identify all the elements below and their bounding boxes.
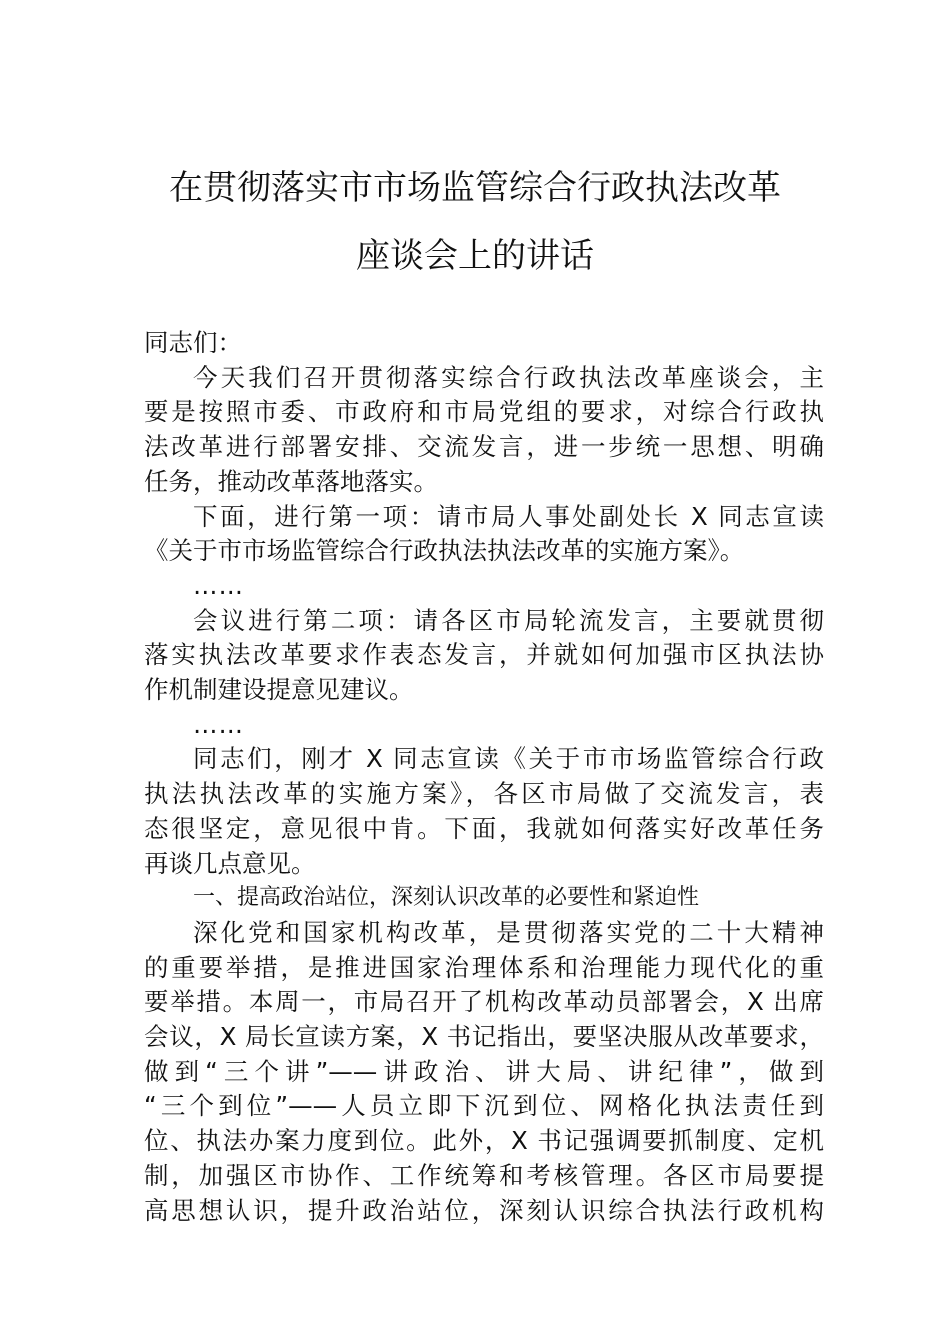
ellipsis-marker: …… <box>193 709 244 739</box>
paragraph-line: 高思想认识，提升政治站位，深刻认识综合执法行政机构 <box>144 1195 824 1225</box>
paragraph-line: 会议进行第二项：请各区市局轮流发言，主要就贯彻 <box>193 605 824 635</box>
document-title-line-1: 在贯彻落实市市场监管综合行政执法改革 <box>169 168 781 208</box>
salutation: 同志们： <box>144 328 242 357</box>
paragraph-line: 今天我们召开贯彻落实综合行政执法改革座谈会，主 <box>193 362 824 392</box>
paragraph-line: 深化党和国家机构改革，是贯彻落实党的二十大精神 <box>193 917 824 947</box>
document-title-line-2: 座谈会上的讲话 <box>356 236 594 276</box>
paragraph-line: 《关于市市场监管综合行政执法执法改革的实施方案》。 <box>144 536 745 566</box>
paragraph-line: 会议，X 局长宣读方案，X 书记指出，要坚决服从改革要求， <box>144 1022 824 1052</box>
paragraph-section-one <box>144 916 824 1228</box>
paragraph-line: 态很坚定，意见很中肯。下面，我就如何落实好改革任务 <box>144 813 824 843</box>
paragraph-line: 要举措。本周一，市局召开了机构改革动员部署会，X 出席 <box>144 987 824 1017</box>
ellipsis-marker: …… <box>193 570 244 600</box>
paragraph-item-one <box>144 500 824 569</box>
paragraph-line: 做到“三个讲”——讲政治、讲大局、讲纪律”，做到 <box>144 1056 824 1086</box>
paragraph-opening <box>144 361 824 500</box>
paragraph-line: 落实执法改革要求作表态发言，并就如何加强市区执法协 <box>144 640 824 670</box>
paragraph-line: 任务，推动改革落地落实。 <box>144 466 438 496</box>
paragraph-remarks <box>144 742 824 881</box>
paragraph-line: 作机制建设提意见建议。 <box>144 675 414 705</box>
paragraph-line: 同志们，刚才 X 同志宣读《关于市市场监管综合行政 <box>193 744 824 774</box>
paragraph-line: 执法执法改革的实施方案》，各区市局做了交流发言，表 <box>144 779 824 809</box>
paragraph-line: 位、执法办案力度到位。此外，X 书记强调要抓制度、定机 <box>144 1126 824 1156</box>
paragraph-line: 的重要举措，是推进国家治理体系和治理能力现代化的重 <box>144 952 824 982</box>
paragraph-item-two <box>144 604 824 708</box>
paragraph-line: 要是按照市委、市政府和市局党组的要求，对综合行政执 <box>144 397 824 427</box>
paragraph-line: 再谈几点意见。 <box>144 848 316 878</box>
paragraph-line: “三个到位”——人员立即下沉到位、网格化执法责任到 <box>144 1091 824 1121</box>
paragraph-line: 制，加强区市协作、工作统筹和考核管理。各区市局要提 <box>144 1160 824 1190</box>
paragraph-line: 下面，进行第一项：请市局人事处副处长 X 同志宣读 <box>193 501 824 531</box>
section-heading: 一、提高政治站位，深刻认识改革的必要性和紧迫性 <box>193 885 700 911</box>
paragraph-line: 法改革进行部署安排、交流发言，进一步统一思想、明确 <box>144 432 824 462</box>
document-body <box>144 326 824 1228</box>
